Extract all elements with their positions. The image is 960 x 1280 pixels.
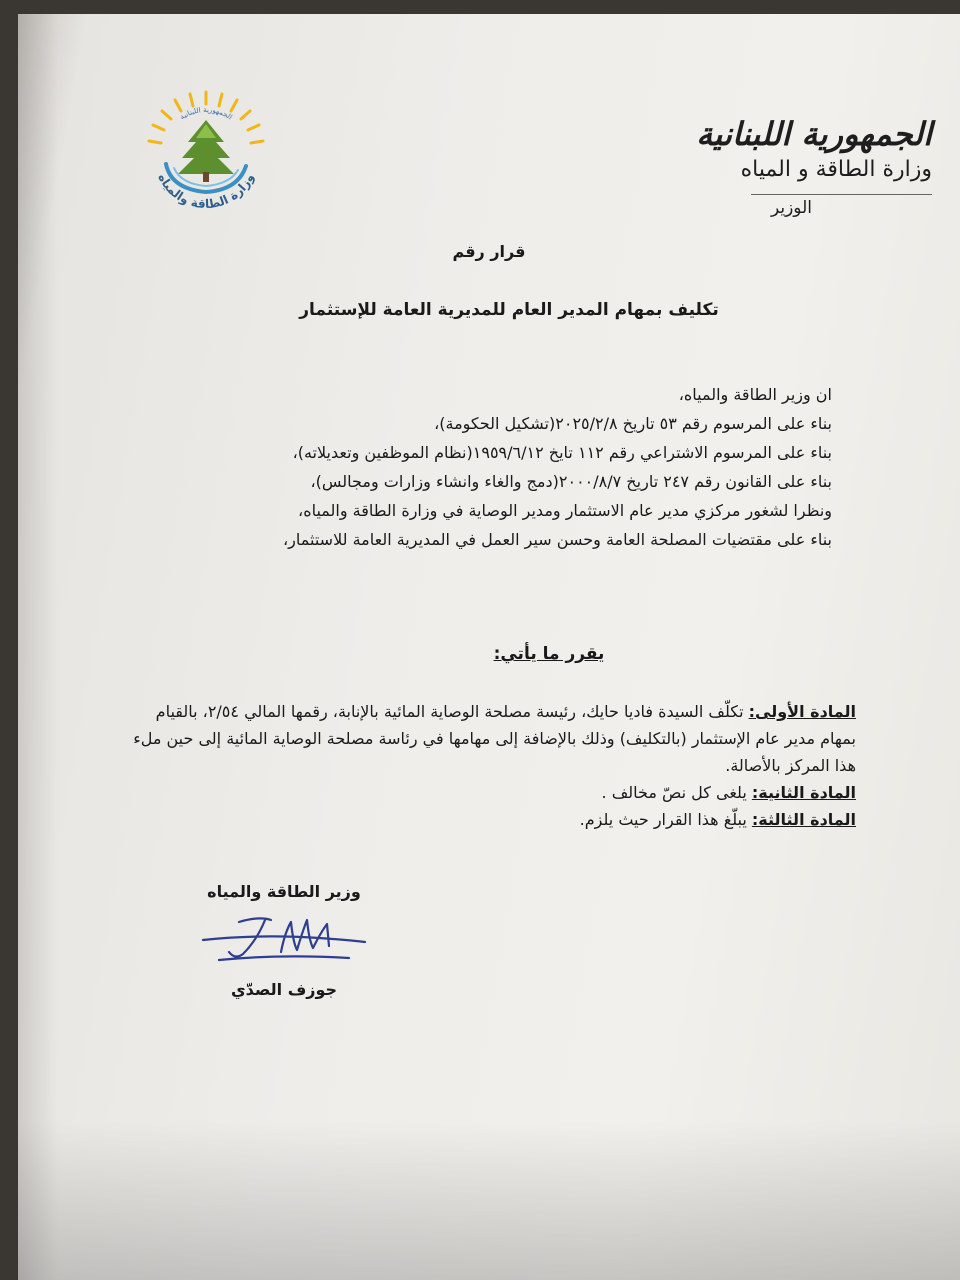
- decision-title: تكليف بمهام المدير العام للمديرية العامة للإستثمار: [299, 300, 719, 320]
- article-text: تكلّف السيدة فاديا حايك، رئيسة مصلحة الوصاية المائية بالإنابة، رقمها المالي ٢/٥٤، بالقيام بمهام مدير عام الإستثمار (بالتكليف) وذلك بالإضافة إلى مهامها في رئاسة مصلحة الوصاية المائية إلى حين ملء هذا المركز بالأصالة.: [133, 702, 856, 775]
- article-second: [120, 779, 856, 806]
- preamble-line: بناء على المرسوم رقم ٥٣ تاريخ ٢٠٢٥/٢/٨(تشكيل الحكومة)،: [434, 414, 832, 433]
- preamble-line: ونظرا لشغور مركزي مدير عام الاستثمار ومدير الوصاية في وزارة الطاقة والمياه،: [298, 501, 832, 520]
- article-label: المادة الثانية:: [751, 783, 856, 802]
- page-shadow-bottom: [18, 1120, 960, 1280]
- minister-label: الوزير: [751, 194, 932, 221]
- cedar-sun-emblem-icon: [126, 84, 286, 224]
- republic-title: الجمهورية اللبنانية: [696, 115, 932, 153]
- articles: [120, 698, 856, 833]
- decision-number-label: قرار رقم: [452, 242, 526, 261]
- emblem-ministry-text: وزارة الطاقة والمياه: [155, 171, 257, 212]
- signature-block: [174, 878, 394, 1004]
- emblem-arc-text: الجمهورية اللبنانية: [178, 105, 234, 122]
- handwritten-signature: [199, 912, 369, 968]
- article-label: المادة الثالثة:: [751, 810, 856, 829]
- ministry-name: وزارة الطاقة و المياه: [740, 157, 932, 182]
- article-label: المادة الأولى:: [748, 702, 856, 721]
- preamble-line: بناء على المرسوم الاشتراعي رقم ١١٢ تايخ ١٩٥٩/٦/١٢(نظام الموظفين وتعديلاته)،: [292, 443, 832, 462]
- article-text: يبلّغ هذا القرار حيث يلزم.: [579, 810, 752, 829]
- preamble-line: بناء على القانون رقم ٢٤٧ تاريخ ٢٠٠٠/٨/٧(دمج والغاء وانشاء وزارات ومجالس)،: [310, 472, 832, 491]
- signatory-name: جوزف الصدّي: [230, 980, 338, 999]
- cedar-tree: [178, 120, 234, 182]
- article-first: [120, 698, 856, 779]
- letterhead: [696, 114, 932, 221]
- preamble-line: بناء على مقتضيات المصلحة العامة وحسن سير العمل في المديرية العامة للاستثمار،: [282, 530, 832, 549]
- preamble: [112, 380, 832, 554]
- preamble-line: ان وزير الطاقة والمياه،: [678, 385, 832, 404]
- article-third: [120, 806, 856, 833]
- decides-heading: يقرر ما يأتي:: [493, 644, 605, 664]
- document-page: [18, 14, 960, 1280]
- signatory-title: وزير الطاقة والمياه: [207, 882, 361, 901]
- article-text: يلغى كل نصّ مخالف .: [601, 783, 752, 802]
